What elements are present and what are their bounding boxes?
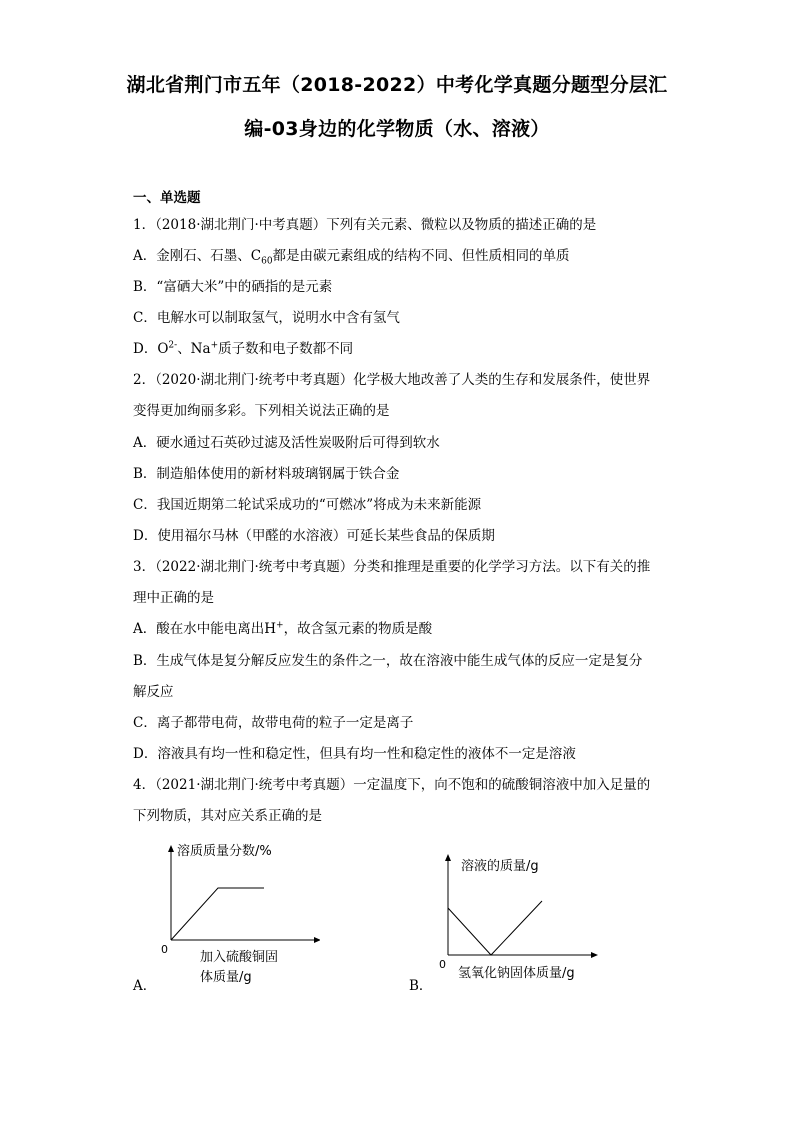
graph-b-ylabel: 溶液的质量/g <box>461 859 539 874</box>
document-title-line-2: 编-03身边的化学物质（水、溶液） <box>244 118 550 140</box>
graph-b-option-label: B． <box>409 978 433 994</box>
q3-option-a: A．酸在水中能电离出H+，故含氢元素的物质是酸 <box>133 620 433 637</box>
graph-a <box>150 838 320 988</box>
q4-stem-line-2: 下列物质，其对应关系正确的是 <box>133 808 322 824</box>
q2-option-c: C．我国近期第二轮试采成功的“可燃冰”将成为未来新能源 <box>133 497 482 513</box>
q1-option-d: D．$O^{2-}$、Na+质子数和电子数都不同 <box>133 340 354 357</box>
q2-option-a: A．硬水通过石英砂过滤及活性炭吸附后可得到软水 <box>133 435 440 451</box>
q1-option-a: A．金刚石、石墨、$C_{60}$都是由碳元素组成的结构不同、但性质相同的单质 <box>133 248 570 267</box>
section-heading: 一、单选题 <box>133 190 201 206</box>
graph-a-curve <box>171 888 264 940</box>
q4-stem-line-1: 4．（2021·湖北荆门·统考中考真题）一定温度下，向不饱和的硫酸铜溶液中加入足量的 <box>133 777 651 793</box>
q3-stem-line-2: 理中正确的是 <box>133 590 214 606</box>
graph-a-ylabel: 溶质质量分数/% <box>177 844 272 859</box>
q1-stem: 1．（2018·湖北荆门·中考真题）下列有关元素、微粒以及物质的描述正确的是 <box>133 217 597 233</box>
graph-b-origin: 0 <box>439 958 446 971</box>
graph-b <box>425 850 605 990</box>
q3-option-b-line-2: 解反应 <box>133 684 174 700</box>
q2-option-b: B．制造船体使用的新材料玻璃钢属于铁合金 <box>133 466 400 482</box>
q3-option-b-line-1: B．生成气体是复分解反应发生的条件之一，故在溶液中能生成气体的反应一定是复分 <box>133 653 643 669</box>
graph-b-curve <box>448 901 542 955</box>
q1-option-b: B．“富硒大米”中的硒指的是元素 <box>133 279 333 295</box>
q3-option-d: D．溶液具有均一性和稳定性，但具有均一性和稳定性的液体不一定是溶液 <box>133 746 576 762</box>
q1-option-c: C．电解水可以制取氢气，说明水中含有氢气 <box>133 310 400 326</box>
graph-a-xlabel-1: 加入硫酸铜固 <box>200 950 279 965</box>
graph-b-xlabel: 氢氧化钠固体质量/g <box>458 966 575 981</box>
q2-stem-line-1: 2．（2020·湖北荆门·统考中考真题）化学极大地改善了人类的生存和发展条件，使世界 <box>133 372 651 388</box>
q3-stem-line-1: 3．（2022·湖北荆门·统考中考真题）分类和推理是重要的化学学习方法。以下有关的推 <box>133 559 651 575</box>
document-title-line-1: 湖北省荆门市五年（2018-2022）中考化学真题分题型分层汇 <box>126 74 668 96</box>
graph-a-option-label: A． <box>133 978 157 994</box>
q3-option-c: C．离子都带电荷，故带电荷的粒子一定是离子 <box>133 715 414 731</box>
q2-stem-line-2: 变得更加绚丽多彩。下列相关说法正确的是 <box>133 403 390 419</box>
q2-option-d: D．使用福尔马林（甲醛的水溶液）可延长某些食品的保质期 <box>133 528 495 544</box>
graph-a-xlabel-2: 体质量/g <box>200 970 252 985</box>
graph-a-origin: 0 <box>161 943 168 956</box>
